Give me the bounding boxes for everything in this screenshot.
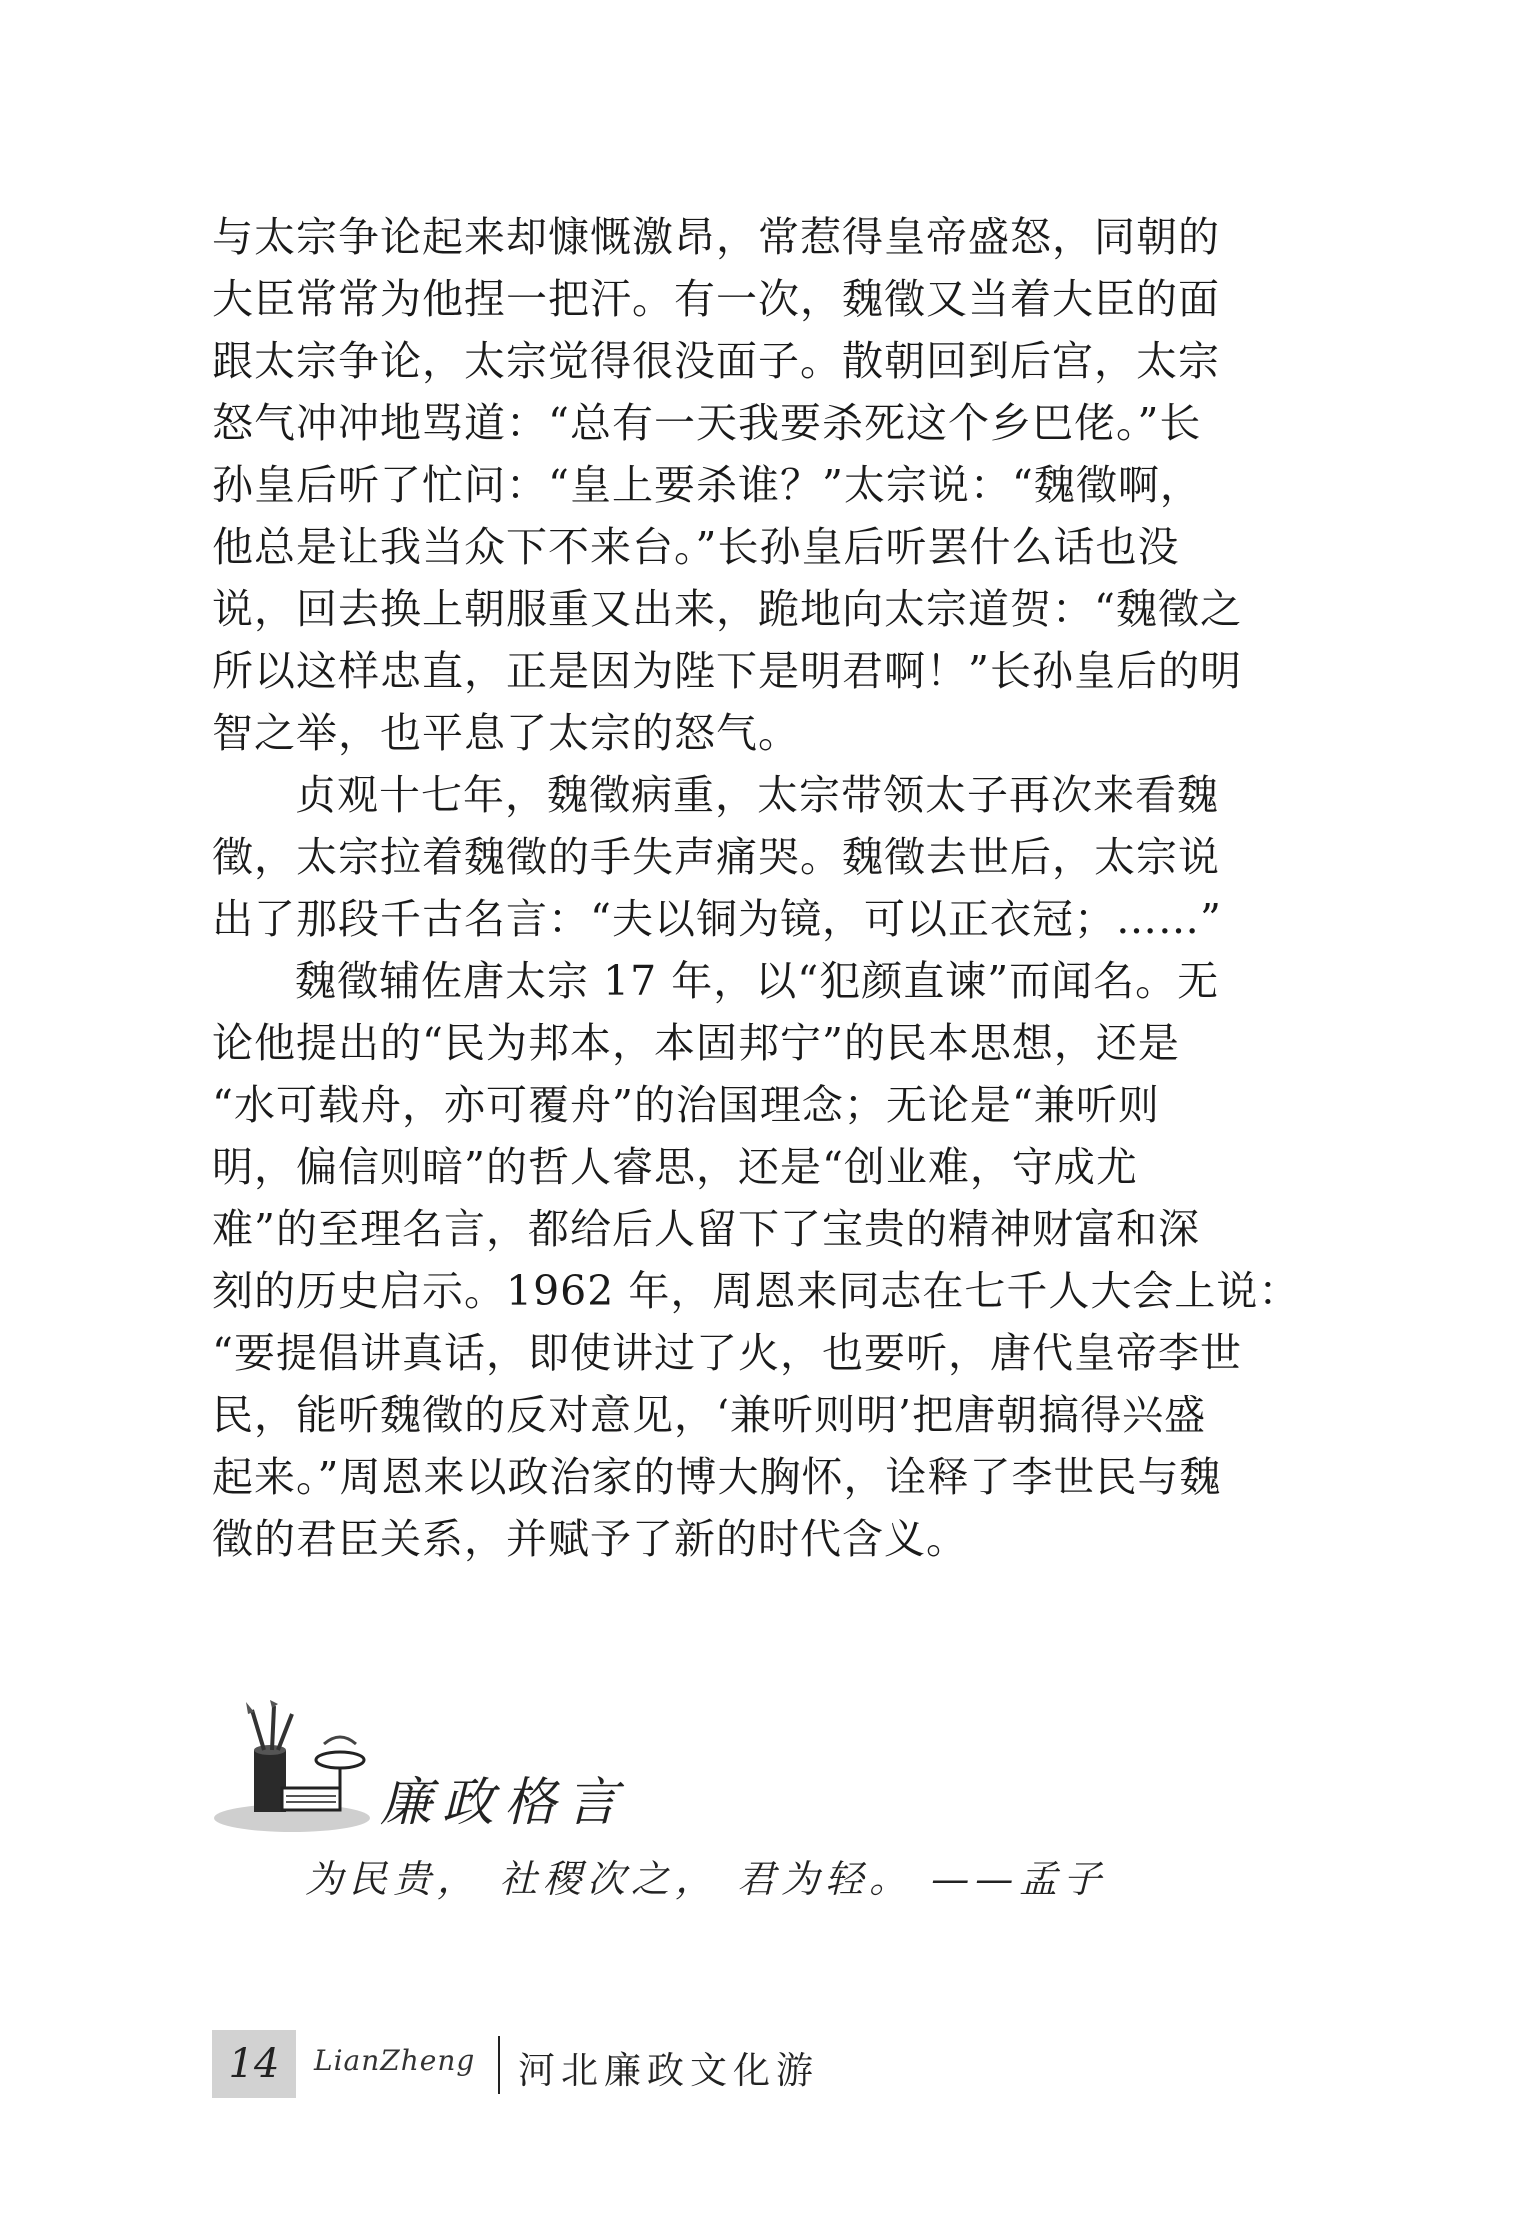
motto-section [212, 1700, 1320, 1840]
body-line: 与太宗争论起来却慷慨激昂，常惹得皇帝盛怒，同朝的 [212, 213, 1220, 261]
brush-pot-icon [212, 1700, 382, 1835]
body-line: 起来。”周恩来以政治家的博大胸怀，诠释了李世民与魏 [212, 1453, 1222, 1501]
body-text [212, 206, 1320, 1570]
body-line: 刻的历史启示。1962 年，周恩来同志在七千人大会上说： [212, 1267, 1301, 1315]
body-line: 难”的至理名言，都给后人留下了宝贵的精神财富和深 [212, 1205, 1200, 1253]
page-number: 14 [228, 2041, 280, 2087]
body-line: 出了那段千古名言：“夫以铜为镜，可以正衣冠；……” [212, 895, 1222, 943]
body-line: 民，能听魏徵的反对意见，‘兼听则明’把唐朝搞得兴盛 [212, 1391, 1207, 1439]
body-line: 跟太宗争论，太宗觉得很没面子。散朝回到后宫，太宗 [212, 337, 1220, 385]
body-line: 徵的君臣关系，并赋予了新的时代含义。 [212, 1515, 968, 1563]
body-line: 明，偏信则暗”的哲人睿思，还是“创业难，守成尤 [212, 1143, 1138, 1191]
body-line: 所以这样忠直，正是因为陛下是明君啊！”长孙皇后的明 [212, 647, 1242, 695]
body-line: 他总是让我当众下不来台。”长孙皇后听罢什么话也没 [212, 523, 1180, 571]
body-line: 说，回去换上朝服重又出来，跪地向太宗道贺：“魏徵之 [212, 585, 1242, 633]
body-line: 怒气冲冲地骂道：“总有一天我要杀死这个乡巴佬。”长 [212, 399, 1202, 447]
body-line: 大臣常常为他捏一把汗。有一次，魏徵又当着大臣的面 [212, 275, 1220, 323]
body-line: 徵，太宗拉着魏徵的手失声痛哭。魏徵去世后，太宗说 [212, 833, 1220, 881]
page-footer [212, 2030, 1012, 2100]
body-line: 智之举，也平息了太宗的怒气。 [212, 709, 800, 757]
body-line: “水可载舟，亦可覆舟”的治国理念；无论是“兼听则 [212, 1081, 1160, 1129]
series-script: LianZheng [314, 2044, 476, 2077]
footer-divider [498, 2036, 500, 2094]
book-title: 河北廉政文化游 [518, 2049, 819, 2092]
motto-heading: 廉政格言 [380, 1773, 629, 1833]
body-line: 孙皇后听了忙问：“皇上要杀谁？”太宗说：“魏徵啊， [212, 461, 1202, 509]
motto-quote: 为民贵， 社稷次之， 君为轻。 ——孟子 [305, 1857, 1108, 1901]
paragraph-start-line: 贞观十七年，魏徵病重，太宗带领太子再次来看魏 [295, 771, 1219, 819]
body-line: “要提倡讲真话，即使讲过了火，也要听，唐代皇帝李世 [212, 1329, 1242, 1377]
paragraph-start-line: 魏徵辅佐唐太宗 17 年，以“犯颜直谏”而闻名。无 [295, 957, 1220, 1005]
body-line: 论他提出的“民为邦本，本固邦宁”的民本思想，还是 [212, 1019, 1180, 1067]
